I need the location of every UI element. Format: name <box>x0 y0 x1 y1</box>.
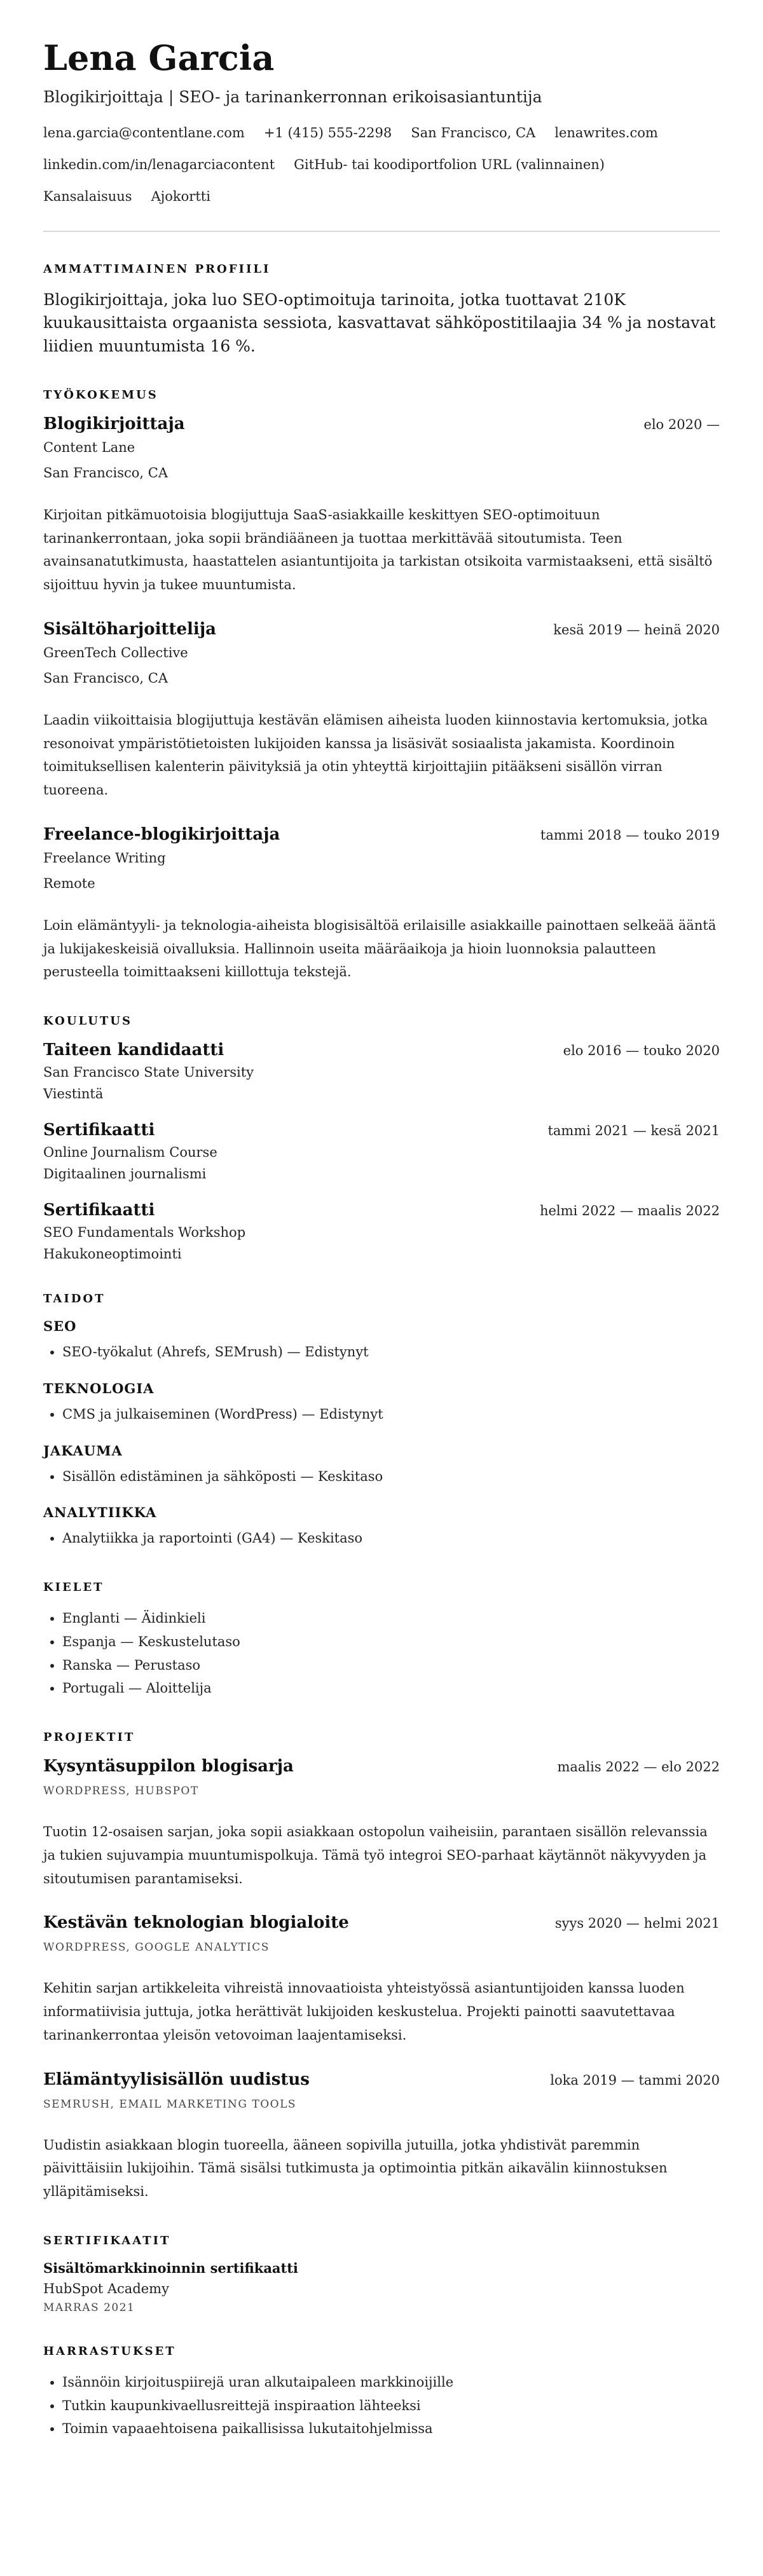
section-title: PROJEKTIT <box>43 1731 135 1745</box>
job-location: San Francisco, CA <box>43 465 168 480</box>
job-description: Kirjoitan pitkämuotoisia blogijuttuja SaaS-asiakkaille keskittyen SEO-optimoituun tarinankerrontaan, joka sopii brändiääneen ja tuottaa merkittävää sitoutumista. Teen avainsanatutkimusta, haastattelen asiantuntijoita ja tarkistan otsikoita varmistaakseni, että sisältö sijoittuu hyvin ja tukee muuntumista. <box>43 507 713 593</box>
profile-section <box>43 262 720 358</box>
job-location: Remote <box>43 875 95 891</box>
certification-date: MARRAS 2021 <box>43 2301 135 2314</box>
education-dates: helmi 2022 — maalis 2022 <box>539 1203 720 1219</box>
education-section <box>43 1014 720 1262</box>
entry-header <box>43 1913 720 1932</box>
project-tech: WORDPRESS, HUBSPOT <box>43 1785 199 1798</box>
location: San Francisco, CA <box>411 125 536 141</box>
hobby-item: • Toimin vapaaehtoisena paikallisissa lukutaitohjelmissa <box>62 2417 720 2441</box>
job-title: Blogikirjoittaja <box>43 414 185 433</box>
project-title: Elämäntyylisisällön uudistus <box>43 2069 310 2089</box>
profile-summary: Blogikirjoittaja, joka luo SEO-optimoituja tarinoita, jotka tuottavat 210K kuukausittaista orgaanista sessiota, kasvattavat sähköpostitilaajia 34 % ja nostavat liidien muuntumista 16 %. <box>43 290 716 355</box>
degree-title: Sertifikaatti <box>43 1121 155 1140</box>
degree-title: Taiteen kandidaatti <box>43 1040 224 1060</box>
language-item: • Ranska — Perustaso <box>62 1654 720 1677</box>
company-name: Freelance Writing <box>43 850 166 866</box>
job-description: Loin elämäntyyli- ja teknologia-aiheista blogisisältöä erilaisille asiakkaille painottaen selkeää ääntä ja lukijakeskeisiä oivalluksia. Hallinnoin useita määräaikoja ja hioin luonnoksia palautteen perusteella toimittaakseni kiillottuja tekstejä. <box>43 917 717 980</box>
section-title: TYÖKOKEMUS <box>43 388 158 402</box>
section-title: TAIDOT <box>43 1292 106 1306</box>
entry-header <box>43 1121 720 1140</box>
school-name: San Francisco State University <box>43 1065 254 1080</box>
project-dates: loka 2019 — tammi 2020 <box>550 2072 720 2088</box>
skill-list <box>43 1465 720 1489</box>
entry-header <box>43 620 720 639</box>
hobby-list <box>43 2371 720 2441</box>
education-entry <box>43 1121 720 1182</box>
entry-header <box>43 414 720 433</box>
projects-section <box>43 1731 720 2204</box>
languages-section <box>43 1581 720 1700</box>
skill-list <box>43 1527 720 1550</box>
school-name: SEO Fundamentals Workshop <box>43 1225 246 1241</box>
job-dates: elo 2020 — <box>643 416 720 432</box>
company-name: GreenTech Collective <box>43 644 188 660</box>
skill-category: TEKNOLOGIA <box>43 1380 155 1396</box>
skill-category: JAKAUMA <box>43 1442 123 1459</box>
job-description: Laadin viikoittaisia blogijuttuja kestävän elämisen aiheista luoden kiinnostavia kertomuksia, jotka resonoivat ympäristötietoisten lukijoiden kanssa ja lisäsivät sosiaalista jakamista. Koordinoin toimituksellisen kalenterin päivityksiä ja otin yhteyttä kirjoittajiin pitääkseni sisällön virran tuoreena. <box>43 712 708 798</box>
skill-item: • SEO-työkalut (Ahrefs, SEMrush) — Edistynyt <box>62 1340 720 1364</box>
project-tech: WORDPRESS, GOOGLE ANALYTICS <box>43 1941 270 1954</box>
school-name: Online Journalism Course <box>43 1145 217 1161</box>
contact-row-primary <box>43 125 720 140</box>
entry-header <box>43 1040 720 1060</box>
certification-issuer: HubSpot Academy <box>43 2280 169 2296</box>
company-name: Content Lane <box>43 439 135 455</box>
job-dates: kesä 2019 — heinä 2020 <box>553 622 720 637</box>
project-dates: syys 2020 — helmi 2021 <box>554 1916 720 1932</box>
language-item: • Englanti — Äidinkieli <box>62 1607 720 1630</box>
citizenship: Kansalaisuus <box>43 189 132 205</box>
candidate-name: Lena Garcia <box>43 37 275 78</box>
job-title: Sisältöharjoittelija <box>43 619 217 639</box>
language-item: • Espanja — Keskustelutaso <box>62 1630 720 1654</box>
project-description: Tuotin 12-osaisen sarjan, joka sopii asiakkaan ostopolun vaiheisiin, parantaen sisällön relevanssia ja tukien sujuvampia muuntumispolkuja. Tämä työ integroi SEO-parhaat käytännöt näkyvyyden ja sitoutumisen parantamiseksi. <box>43 1824 708 1886</box>
education-dates: tammi 2021 — kesä 2021 <box>547 1123 720 1139</box>
study-field: Digitaalinen journalismi <box>43 1166 207 1182</box>
skill-category: ANALYTIIKKA <box>43 1504 157 1521</box>
skill-item: • Sisällön edistäminen ja sähköposti — Keskitaso <box>62 1465 720 1489</box>
section-title: KIELET <box>43 1581 104 1595</box>
section-title: HARRASTUKSET <box>43 2344 176 2358</box>
education-entry <box>43 1201 720 1262</box>
project-description: Uudistin asiakkaan blogin tuoreella, ääneen sopivilla jutuilla, jotka yhdistivät paremmin päivittäisiin lukijoihin. Tämä sisälsi tutkimusta ja optimointia pitkän aikavälin kiinnostuksen ylläpitämiseksi. <box>43 2137 668 2200</box>
entry-header <box>43 1757 720 1776</box>
skill-item: • CMS ja julkaiseminen (WordPress) — Edistynyt <box>62 1403 720 1426</box>
portfolio-link[interactable]: GitHub- tai koodiportfolion URL (valinnainen) <box>294 157 605 173</box>
website-link[interactable]: lenawrites.com <box>554 125 658 141</box>
section-title: KOULUTUS <box>43 1014 132 1028</box>
phone-number[interactable]: +1 (415) 555-2298 <box>263 125 392 141</box>
job-dates: tammi 2018 — touko 2019 <box>540 827 720 843</box>
linkedin-link[interactable]: linkedin.com/in/lenagarciacontent <box>43 157 275 173</box>
education-entry <box>43 1040 720 1101</box>
project-description: Kehitin sarjan artikkeleita vihreistä innovaatioista yhteistyössä asiantuntijoiden kanssa luoden informatiivisia juttuja, jotka herättivät lukijoiden keskustelua. Projekti painotti saavutettavaa tarinankerrontaa yleisön vetovoiman laajentamiseksi. <box>43 1980 685 2043</box>
section-title: AMMATTIMAINEN PROFIILI <box>43 262 271 276</box>
experience-entry <box>43 620 720 802</box>
project-title: Kestävän teknologian blogialoite <box>43 1913 349 1933</box>
project-entry <box>43 1757 720 1890</box>
resume-header <box>43 38 720 204</box>
project-entry <box>43 2070 720 2204</box>
project-entry <box>43 1913 720 2047</box>
contact-row-links <box>43 157 720 172</box>
study-field: Hakukoneoptimointi <box>43 1246 182 1262</box>
hobby-item: • Isännöin kirjoituspiirejä uran alkutaipaleen markkinoijille <box>62 2371 720 2394</box>
project-title: Kysyntäsuppilon blogisarja <box>43 1757 294 1776</box>
skill-list <box>43 1340 720 1364</box>
entry-header <box>43 2070 720 2089</box>
hobby-item: • Tutkin kaupunkivaellusreittejä inspiraation lähteeksi <box>62 2394 720 2418</box>
skills-section <box>43 1292 720 1550</box>
study-field: Viestintä <box>43 1086 104 1102</box>
header-divider <box>43 231 720 232</box>
contact-row-extra <box>43 189 720 204</box>
language-item: • Portugali — Aloittelija <box>62 1677 720 1700</box>
drivers-license: Ajokortti <box>151 189 210 205</box>
experience-entry <box>43 414 720 597</box>
headline: Blogikirjoittaja | SEO- ja tarinankerronnan erikoisasiantuntija <box>43 88 542 107</box>
experience-section <box>43 388 720 984</box>
language-list <box>43 1607 720 1700</box>
project-tech: SEMRUSH, EMAIL MARKETING TOOLS <box>43 2097 297 2111</box>
section-title: SERTIFIKAATIT <box>43 2233 171 2247</box>
certification-entry <box>43 2260 720 2314</box>
job-title: Freelance-blogikirjoittaja <box>43 824 280 844</box>
job-location: San Francisco, CA <box>43 670 168 686</box>
project-dates: maalis 2022 — elo 2022 <box>557 1759 720 1775</box>
entry-header <box>43 1201 720 1220</box>
degree-title: Sertifikaatti <box>43 1201 155 1220</box>
entry-header <box>43 825 720 844</box>
education-dates: elo 2016 — touko 2020 <box>563 1043 720 1059</box>
skill-list <box>43 1403 720 1426</box>
skill-category: SEO <box>43 1318 77 1335</box>
certifications-section <box>43 2234 720 2314</box>
hobbies-section <box>43 2345 720 2441</box>
experience-entry <box>43 825 720 984</box>
email-link[interactable]: lena.garcia@contentlane.com <box>43 125 245 141</box>
certification-title: Sisältömarkkinoinnin sertifikaatti <box>43 2259 298 2276</box>
skill-item: • Analytiikka ja raportointi (GA4) — Keskitaso <box>62 1527 720 1550</box>
